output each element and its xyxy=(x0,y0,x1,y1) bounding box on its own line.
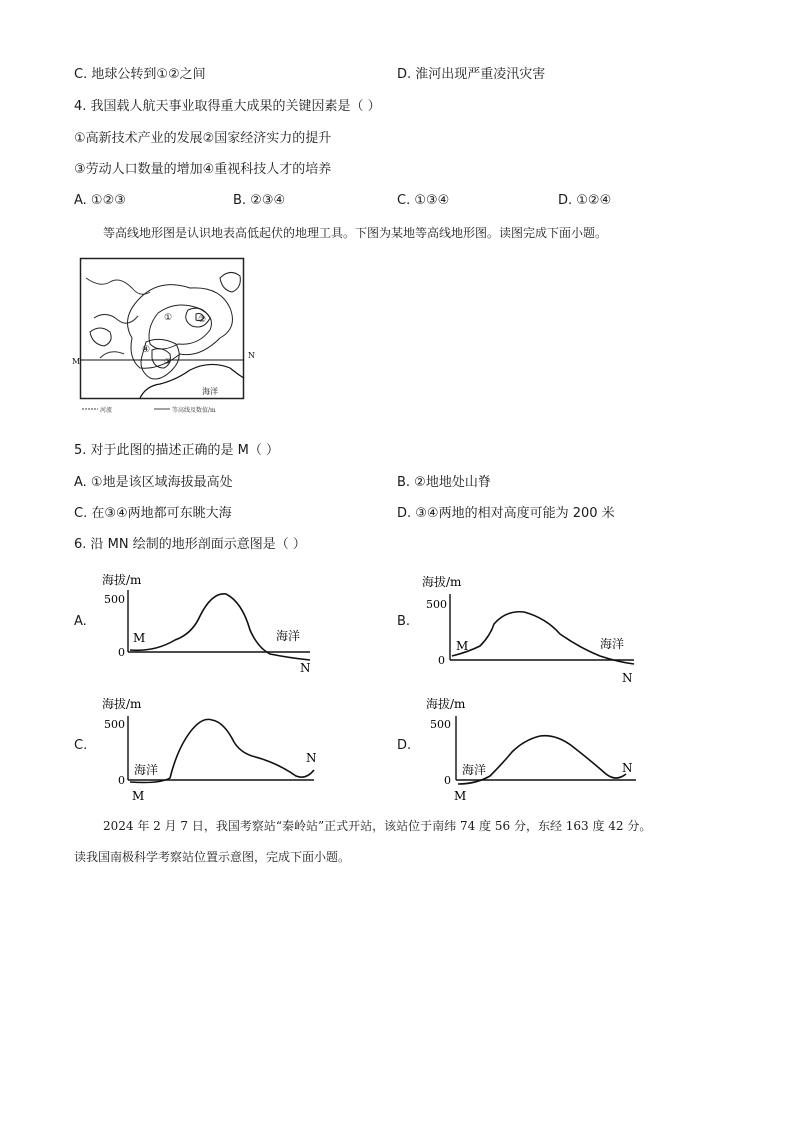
q4-stem: 4. 我国载人航天事业取得重大成果的关键因素是（ ） xyxy=(74,99,381,114)
map-label-4: ④ xyxy=(142,345,151,355)
station-intro-1: 2024 年 2 月 7 日，我国考察站“秦岭站”正式开站，该站位于南纬 74 度 56 分，东经 163 度 42 分。 xyxy=(103,819,652,833)
profile-c-sea: 海洋 xyxy=(134,763,159,777)
profile-a xyxy=(100,570,320,675)
profile-a-ylabel: 海拔/m xyxy=(102,573,142,587)
contour-intro: 等高线地形图是认识地表高低起伏的地理工具。下图为某地等高线地形图。读图完成下面小题。 xyxy=(103,226,608,240)
profile-c-n: N xyxy=(306,751,317,765)
profile-c-m: M xyxy=(132,789,145,803)
profile-b-tick-0: 0 xyxy=(438,654,445,667)
map-label-n: N xyxy=(248,351,255,360)
profile-b-letter: B. xyxy=(397,614,411,629)
map-label-m: M xyxy=(72,357,81,366)
profile-a-letter: A. xyxy=(74,614,87,629)
profile-b-m: M xyxy=(456,639,469,653)
profile-c-ylabel: 海拔/m xyxy=(102,697,142,711)
q4-option-d: D. ①②④ xyxy=(558,193,612,208)
legend-river: 河流 xyxy=(100,407,113,414)
q6-stem: 6. 沿 MN 绘制的地形剖面示意图是（ ） xyxy=(74,537,306,552)
q4-option-c: C. ①③④ xyxy=(397,193,450,208)
q5-stem: 5. 对于此图的描述正确的是 M（ ） xyxy=(74,443,280,458)
station-intro-2: 读我国南极科学考察站位置示意图，完成下面小题。 xyxy=(74,850,351,864)
profile-a-m: M xyxy=(133,631,146,645)
profile-d-letter: D. xyxy=(397,738,412,753)
profile-d-n: N xyxy=(622,761,633,775)
profile-d-ylabel: 海拔/m xyxy=(426,697,466,711)
profile-a-tick-500: 500 xyxy=(104,593,125,606)
profile-d xyxy=(424,694,640,806)
q3-option-d: D. 淮河出现严重凌汛灾害 xyxy=(397,67,546,82)
profile-b-tick-500: 500 xyxy=(426,598,447,611)
profile-b-n: N xyxy=(622,671,633,685)
legend-contour: 等高线及数值/m xyxy=(172,407,216,414)
profile-b-ylabel: 海拔/m xyxy=(422,575,462,589)
map-label-2: ② xyxy=(198,315,207,325)
q5-option-a: A. ①地是该区域海拔最高处 xyxy=(74,475,233,490)
profile-b xyxy=(420,572,640,690)
q5-option-d: D. ③④两地的相对高度可能为 200 米 xyxy=(397,506,615,521)
profile-d-sea: 海洋 xyxy=(462,763,487,777)
map-label-sea: 海洋 xyxy=(202,387,218,396)
q4-option-b: B. ②③④ xyxy=(233,193,286,208)
q3-option-c: C. 地球公转到①②之间 xyxy=(74,67,206,82)
q5-option-c: C. 在③④两地都可东眺大海 xyxy=(74,506,232,521)
profile-a-sea: 海洋 xyxy=(276,629,301,643)
q5-option-b: B. ②地地处山脊 xyxy=(397,475,491,490)
profile-b-sea: 海洋 xyxy=(600,637,625,651)
q4-option-a: A. ①②③ xyxy=(74,193,126,208)
profile-a-tick-0: 0 xyxy=(118,646,125,659)
profile-c-letter: C. xyxy=(74,738,88,753)
q4-statement-1: ①高新技术产业的发展②国家经济实力的提升 xyxy=(74,131,332,146)
profile-d-m: M xyxy=(454,789,467,803)
profile-c xyxy=(100,694,320,806)
map-label-1: ① xyxy=(164,313,173,323)
map-label-3: ③ xyxy=(164,357,172,366)
profile-d-tick-0: 0 xyxy=(444,774,451,787)
profile-c-tick-0: 0 xyxy=(118,774,125,787)
profile-d-tick-500: 500 xyxy=(430,718,451,731)
q4-statement-2: ③劳动人口数量的增加④重视科技人才的培养 xyxy=(74,162,332,177)
profile-a-n: N xyxy=(300,661,311,675)
contour-map xyxy=(72,258,255,414)
profile-c-tick-500: 500 xyxy=(104,718,125,731)
